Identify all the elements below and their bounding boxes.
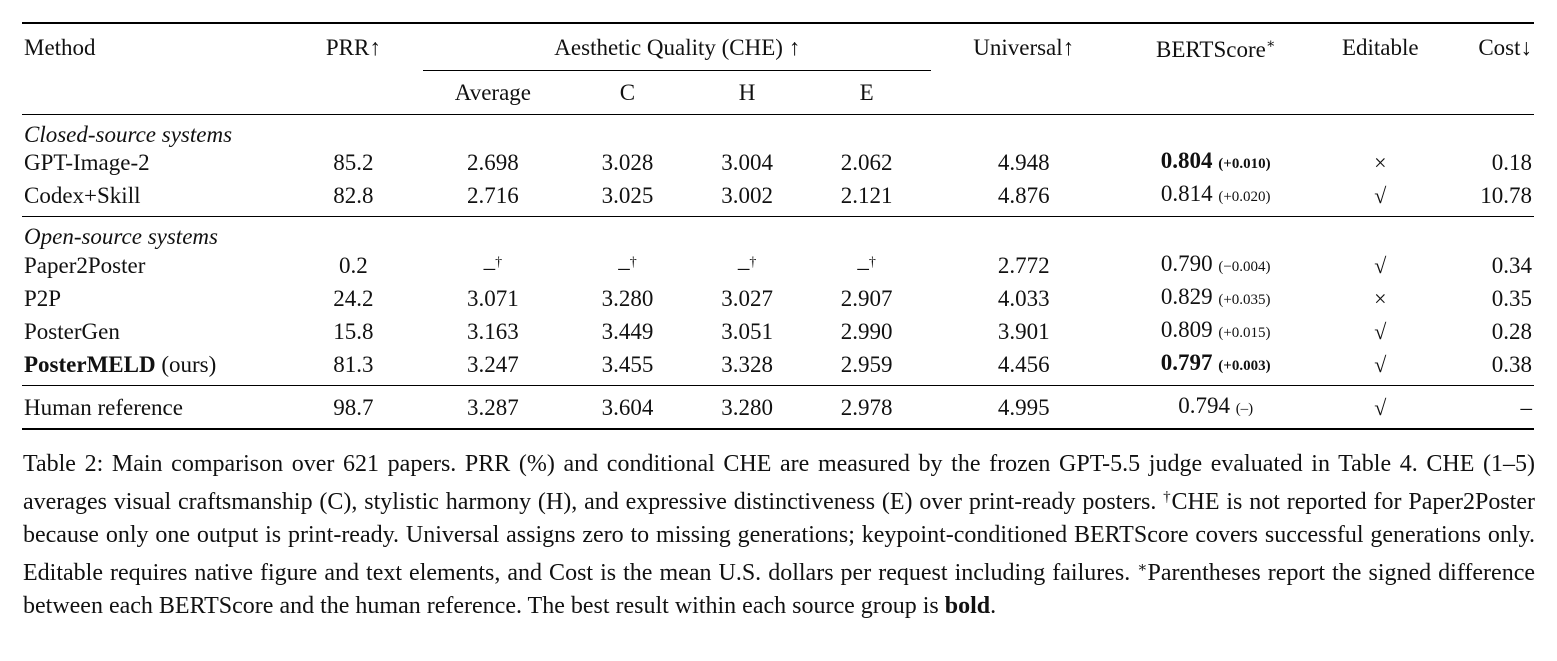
cell-cost: 0.18 <box>1491 150 1532 175</box>
cell-method: Paper2Poster <box>24 252 146 278</box>
check-mark: √ <box>1315 348 1445 386</box>
cell-c: 3.455 <box>563 348 693 386</box>
cell-method: Codex+Skill <box>22 179 284 217</box>
cell-c <box>563 248 693 282</box>
bertscore-diff: (+0.015) <box>1218 325 1271 341</box>
bertscore-value: 0.829 <box>1160 284 1213 309</box>
table-row-human <box>22 386 1534 430</box>
cell-bertscore <box>1116 315 1316 348</box>
cell-universal: 4.033 <box>997 286 1050 311</box>
table-row <box>22 179 1534 217</box>
cell-average: 2.698 <box>467 150 519 175</box>
cell-prr: 85.2 <box>333 150 374 175</box>
cell-universal: 4.876 <box>931 179 1115 217</box>
cell-average: 3.163 <box>467 319 519 344</box>
caption-part-2: CHE is not reported for Paper2Poster because only one output is print-ready. Universal assigns zero to missing generations; keypoint-conditioned BERTScore covers successful generations only. Editable requires native figure and text elements, and Cost is the mean U.S. dollars per request including failures. <box>23 489 1535 586</box>
cell-e: 2.062 <box>840 150 893 175</box>
cell-cost: 0.34 <box>1491 252 1532 278</box>
cell-bertscore <box>1116 146 1316 179</box>
bertscore-diff: (−0.004) <box>1218 258 1271 275</box>
cell-prr: 24.2 <box>333 286 374 311</box>
cell-method: GPT-Image-2 <box>24 150 150 175</box>
caption-end: . <box>990 593 997 619</box>
results-table <box>22 22 1534 430</box>
header-prr: PRR↑ <box>284 23 423 71</box>
group-label-closed: Closed-source systems <box>24 122 233 147</box>
method-suffix: (ours) <box>155 352 217 377</box>
table-row <box>22 248 1534 282</box>
check-mark: √ <box>1374 252 1387 278</box>
bertscore-value: 0.794 <box>1178 392 1230 418</box>
header-c: C <box>563 71 693 115</box>
header-cost: Cost↓ <box>1445 23 1534 71</box>
cell-e: 2.121 <box>802 179 932 217</box>
cross-mark: × <box>1374 286 1387 311</box>
dagger-mark: † <box>495 255 503 270</box>
header-universal: Universal↑ <box>931 23 1115 71</box>
cell-method <box>22 348 284 386</box>
cell-e: 2.907 <box>840 286 893 311</box>
cell-average: 3.287 <box>423 386 563 430</box>
bertscore-diff: (–) <box>1235 400 1254 417</box>
cell-bertscore <box>1116 348 1316 386</box>
cell-bertscore <box>1116 282 1316 315</box>
cell-c: 3.025 <box>563 179 693 217</box>
cell-method: P2P <box>24 286 62 311</box>
caption-bold-word: bold <box>944 593 991 619</box>
table-row <box>22 348 1534 386</box>
cell-universal: 2.772 <box>997 252 1050 278</box>
bertscore-value: 0.809 <box>1160 317 1213 342</box>
cell-bertscore <box>1116 248 1316 282</box>
header-h: H <box>692 71 802 115</box>
cell-method: Human reference <box>22 386 284 430</box>
cell-average: 3.071 <box>467 286 519 311</box>
cell-cost: 0.28 <box>1491 319 1532 344</box>
cell-c: 3.028 <box>601 150 654 175</box>
cell-prr: 81.3 <box>284 348 423 386</box>
header-average: Average <box>423 71 563 115</box>
cell-cost: 0.38 <box>1445 348 1534 386</box>
cell-cost: – <box>1445 386 1534 430</box>
caption-part-1: Table 2: Main comparison over 621 papers. PRR (%) and conditional CHE are measured by the frozen GPT-5.5 judge evaluated in Table 4. CHE (1–5) averages visual craftsmanship (C), stylistic harmony (H), and expressive distinctiveness (E) over print-ready posters. <box>23 451 1535 515</box>
cell-c: 3.604 <box>563 386 693 430</box>
table-caption <box>23 448 1535 623</box>
header-row-2 <box>22 71 1534 115</box>
header-editable: Editable <box>1315 23 1445 71</box>
bertscore-diff: (+0.003) <box>1218 358 1271 374</box>
cell-universal: 3.901 <box>997 319 1050 344</box>
check-mark: √ <box>1315 179 1445 217</box>
bertscore-diff: (+0.035) <box>1218 292 1271 308</box>
cell-bertscore <box>1116 179 1316 217</box>
bertscore-value: 0.814 <box>1160 181 1213 206</box>
cell-prr: 82.8 <box>284 179 423 217</box>
cell-e: 2.990 <box>840 319 893 344</box>
header-method: Method <box>22 23 284 71</box>
dagger-mark: † <box>749 255 757 270</box>
cell-universal: 4.456 <box>931 348 1115 386</box>
caption-dagger: † <box>1163 489 1172 505</box>
cell-e: 2.959 <box>802 348 932 386</box>
cell-universal: 4.948 <box>997 150 1050 175</box>
cell-cost: 0.35 <box>1491 286 1532 311</box>
bertscore-value: 0.804 <box>1160 148 1213 173</box>
cell-h: 3.051 <box>721 319 773 344</box>
caption-part-3: Parentheses report the signed difference between each BERTScore and the human reference. The best result within each source group is <box>23 560 1535 619</box>
bertscore-diff: (+0.020) <box>1218 189 1271 205</box>
dash: – <box>737 255 750 280</box>
bertscore-value: 0.797 <box>1160 350 1213 375</box>
cell-c: 3.449 <box>601 319 654 344</box>
header-aesthetic-group: Aesthetic Quality (CHE) ↑ <box>423 23 931 71</box>
cell-universal: 4.995 <box>931 386 1115 430</box>
dagger-mark: † <box>868 255 876 270</box>
cell-e <box>802 248 932 282</box>
cell-h: 3.328 <box>692 348 802 386</box>
method-name: PosterMELD <box>24 352 156 377</box>
cell-prr: 98.7 <box>284 386 423 430</box>
dash: – <box>618 255 630 280</box>
cell-h: 3.027 <box>721 286 773 311</box>
dash: – <box>857 255 869 280</box>
cell-prr: 15.8 <box>333 319 374 344</box>
check-mark: √ <box>1315 386 1445 430</box>
bertscore-value: 0.790 <box>1160 250 1213 276</box>
header-bertscore <box>1116 23 1316 71</box>
dash: – <box>483 255 496 280</box>
cell-e: 2.978 <box>802 386 932 430</box>
cell-cost: 10.78 <box>1445 179 1534 217</box>
group-label-open: Open-source systems <box>24 224 218 249</box>
cell-method: PosterGen <box>24 319 120 344</box>
table-row <box>22 282 1534 315</box>
cell-c: 3.280 <box>601 286 654 311</box>
cell-h: 3.004 <box>721 150 773 175</box>
table-row <box>22 315 1534 348</box>
header-row-1 <box>22 23 1534 71</box>
cell-average <box>423 248 563 282</box>
bertscore-diff: (+0.010) <box>1218 156 1271 172</box>
dagger-mark: † <box>629 255 637 270</box>
cell-prr: 0.2 <box>338 252 368 278</box>
header-bertscore-text: BERTScore <box>1156 37 1266 63</box>
header-e: E <box>802 71 932 115</box>
caption-star: ∗ <box>1137 560 1148 576</box>
table-row <box>22 146 1534 179</box>
cell-h: 3.002 <box>692 179 802 217</box>
cell-h: 3.280 <box>692 386 802 430</box>
cell-bertscore <box>1116 386 1316 430</box>
cell-h <box>692 248 802 282</box>
group-row-open <box>22 217 1534 249</box>
group-row-closed <box>22 115 1534 147</box>
header-bertscore-mark: ∗ <box>1265 37 1276 53</box>
cell-average: 2.716 <box>423 179 563 217</box>
cell-average: 3.247 <box>423 348 563 386</box>
check-mark: √ <box>1374 319 1387 344</box>
cross-mark: × <box>1374 150 1387 175</box>
